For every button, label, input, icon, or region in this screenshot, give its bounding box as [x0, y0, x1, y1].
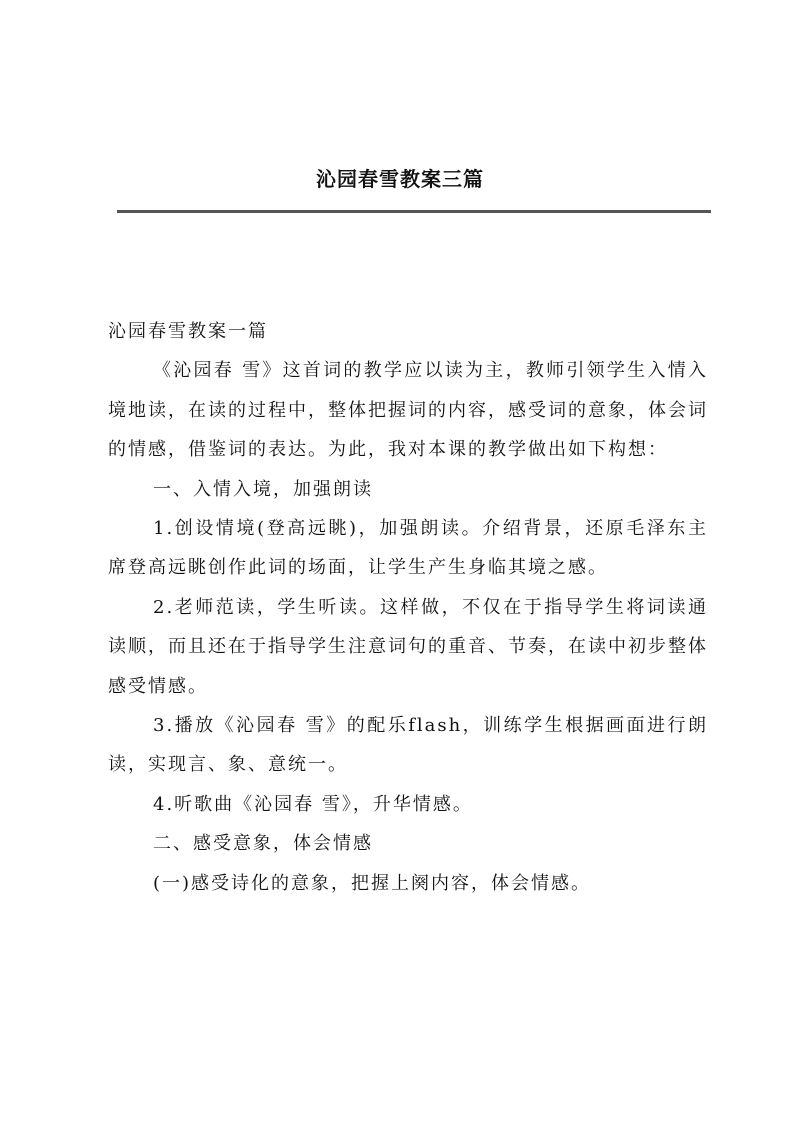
subheading-two: 二、感受意象，体会情感	[153, 833, 373, 855]
intro-paragraph: 《沁园春 雪》这首词的教学应以读为主，教师引领学生入情入境地读，在读的过程中，整体把握词的内容，感受词的意象，体会词的情感，借鉴词的表达。为此，我对本课的教学做出如下构想：	[108, 360, 708, 461]
subheading-one: 一、入情入境，加强朗读	[153, 478, 373, 500]
document-title: 沁园春雪教案三篇	[316, 167, 484, 191]
section-heading: 沁园春雪教案一篇	[108, 321, 268, 342]
list-item-2: 2.老师范读，学生听读。这样做，不仅在于指导学生将词读通读顺，而且还在于指导学生注意词句的重音、节奏，在读中初步整体感受情感。	[108, 596, 708, 697]
subsection-paragraph: (一)感受诗化的意象，把握上阕内容，体会情感。	[153, 872, 592, 894]
list-item-1: 1.创设情境(登高远眺)，加强朗读。介绍背景，还原毛泽东主席登高远眺创作此词的场面，让学生产生身临其境之感。	[108, 518, 708, 579]
document-body	[108, 312, 708, 903]
list-item-3: 3.播放《沁园春 雪》的配乐flash，训练学生根据画面进行朗读，实现言、象、意统一。	[108, 715, 708, 776]
list-item-4: 4.听歌曲《沁园春 雪》，升华情感。	[153, 793, 473, 815]
title-divider	[117, 210, 711, 213]
